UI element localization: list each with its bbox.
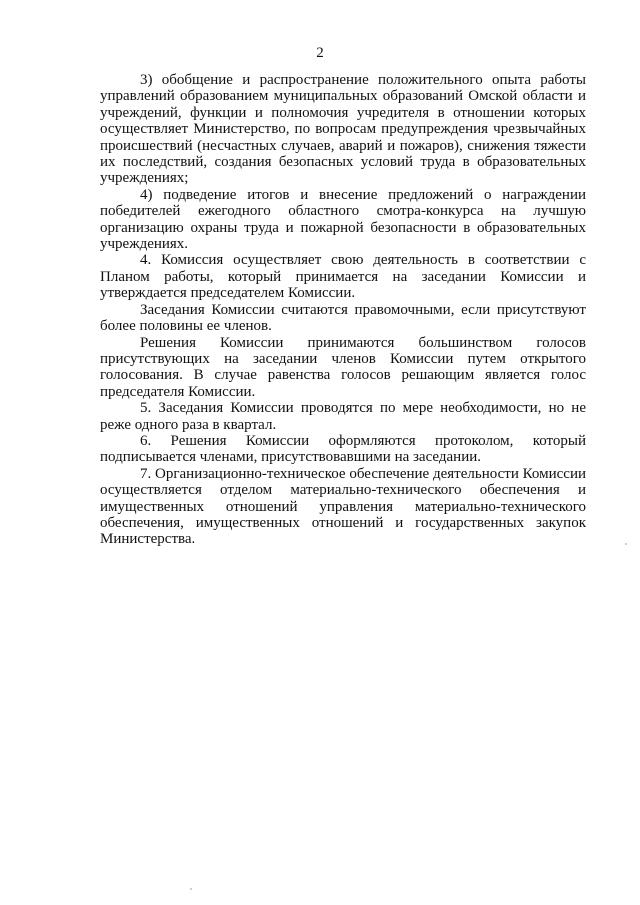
paragraph-clause-4: 4. Комиссия осуществляет свою деятельность в соответствии с Планом работы, который принимается на заседании Комиссии и утверждается председателем Комиссии. xyxy=(100,252,586,302)
scan-speck xyxy=(625,543,627,545)
paragraph-quorum: Заседания Комиссии считаются правомочными, если присутствуют более половины ее членов. xyxy=(100,301,586,335)
paragraph-clause-7: 7. Организационно-техническое обеспечение деятельности Комиссии осуществляется отделом материально-технического обеспечения и имущественных отношений управления материально-технического обеспечения, имущественных отношений и государственных закупок Министерства. xyxy=(100,465,586,548)
paragraph-item-4: 4) подведение итогов и внесение предложений о награждении победителей ежегодного областного смотра-конкурса на лучшую организацию охраны труда и пожарной безопасности в образовательных учреждениях. xyxy=(100,186,586,253)
paragraph-clause-6: 6. Решения Комиссии оформляются протоколом, который подписывается членами, присутствовавшими на заседании. xyxy=(100,432,586,466)
document-body xyxy=(100,72,586,548)
paragraph-decisions: Решения Комиссии принимаются большинством голосов присутствующих на заседании членов Комиссии путем открытого голосования. В случае равенства голосов решающим является голос председателя Комиссии. xyxy=(100,334,586,400)
paragraph-item-3: 3) обобщение и распространение положительного опыта работы управлений образованием муниципальных образований Омской области и учреждений, функции и полномочия учредителя в отношении которых осуществляет Министерство, по вопросам предупреждения чрезвычайных происшествий (несчастных случаев, аварий и пожаров), снижения тяжести их последствий, создания безопасных условий труда в образовательных учреждениях; xyxy=(100,72,586,187)
paragraph-clause-5: 5. Заседания Комиссии проводятся по мере необходимости, но не реже одного раза в квартал. xyxy=(100,400,586,433)
page-number: 2 xyxy=(316,45,324,61)
scan-speck xyxy=(190,888,192,890)
